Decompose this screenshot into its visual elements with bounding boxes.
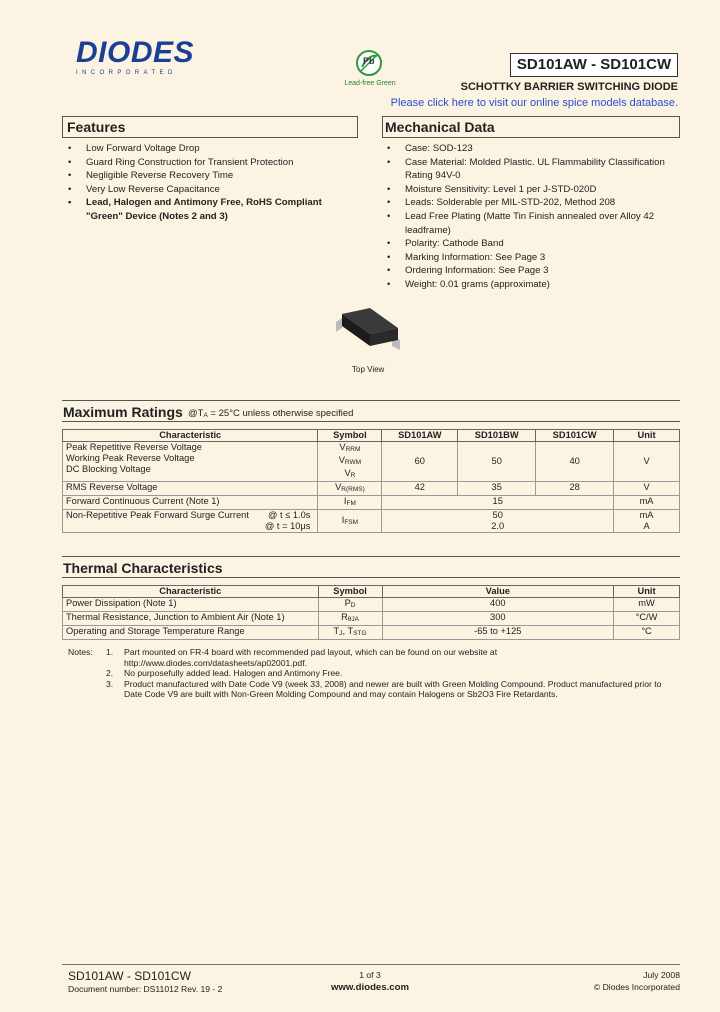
row-value: 400 [382, 598, 614, 612]
value-line: 50 [492, 510, 503, 520]
spice-models-link[interactable]: Please click here to visit our online spice models database. [390, 97, 678, 109]
feature-item: • Negligible Reverse Recovery Time [64, 169, 354, 183]
logo-subtext: INCORPORATED [76, 70, 177, 76]
symbol-sub: RWM [344, 459, 362, 466]
symbol-base: R [341, 612, 348, 622]
char-line [66, 510, 314, 521]
row-unit: °C/W [614, 612, 680, 626]
row-characteristic: Operating and Storage Temperature Range [63, 626, 319, 640]
lead-free-label: Lead-free Green [344, 80, 396, 87]
notes-list [96, 647, 680, 700]
symbol-sub: R [350, 472, 356, 479]
row-symbol [318, 598, 382, 612]
footer-website-link[interactable]: www.diodes.com [330, 982, 409, 993]
mechanical-list [383, 142, 675, 292]
footer-page-number: 1 of 3 [359, 970, 381, 980]
symbol-base: V [339, 442, 346, 452]
product-subtitle: SCHOTTKY BARRIER SWITCHING DIODE [460, 81, 678, 93]
note-number: 2. [106, 668, 114, 678]
row-symbol [318, 626, 382, 640]
symbol-base: P [344, 598, 351, 608]
unit-line: mA [639, 510, 654, 520]
footer-copyright: © Diodes Incorporated [593, 982, 680, 992]
note-item [96, 647, 680, 668]
row-symbol [318, 510, 382, 533]
footer-date: July 2008 [643, 970, 680, 980]
max-ratings-condition [188, 408, 353, 419]
features-title: Features [67, 119, 126, 135]
condition-prefix: @T [188, 408, 204, 419]
package-view-label: Top View [352, 365, 385, 374]
value-sd101cw: 40 [536, 442, 614, 482]
footer-divider [62, 964, 680, 965]
table-row [63, 612, 680, 626]
col-characteristic: Characteristic [63, 430, 318, 442]
max-ratings-table [62, 429, 680, 533]
value-sd101aw: 60 [382, 442, 458, 482]
symbol-line [321, 455, 378, 468]
part-number-title: SD101AW - SD101CW [510, 53, 678, 77]
features-list [64, 142, 354, 224]
symbol-sub: FM [346, 500, 356, 507]
row-characteristic [63, 442, 318, 482]
thermal-header-box [62, 556, 680, 578]
condition-sub: A [203, 412, 208, 419]
table-row [63, 598, 680, 612]
symbol-base: V [335, 482, 342, 492]
thermal-title: Thermal Characteristics [63, 560, 223, 576]
mechanical-item: • Case: SOD-123 [383, 142, 675, 156]
col-unit: Unit [614, 586, 680, 598]
value-all [382, 510, 614, 533]
note-text: No purposefully added lead. Halogen and Antimony Free. [124, 668, 343, 678]
row-characteristic: RMS Reverse Voltage [63, 482, 318, 496]
max-ratings-title: Maximum Ratings [63, 404, 183, 420]
symbol-sub: R(RMS) [341, 486, 365, 493]
condition-1: @ t ≤ 1.0s [267, 510, 311, 520]
mechanical-item: • Ordering Information: See Page 3 [383, 264, 675, 278]
unit-line: A [643, 521, 650, 531]
mechanical-item: • Moisture Sensitivity: Level 1 per J-STD-020D [383, 183, 675, 197]
row-characteristic: Power Dissipation (Note 1) [63, 598, 319, 612]
lead-free-badge-icon [356, 50, 382, 76]
table-row [63, 626, 680, 640]
row-unit: mW [614, 598, 680, 612]
table-row [63, 442, 680, 482]
symbol-line [321, 442, 378, 455]
col-symbol: Symbol [318, 430, 382, 442]
table-header-row [63, 586, 680, 598]
symbol-base: I [343, 496, 347, 506]
col-value: Value [382, 586, 614, 598]
mechanical-item: • Marking Information: See Page 3 [383, 251, 675, 265]
note-item [96, 679, 680, 700]
condition-suffix: = 25°C unless otherwise specified [207, 408, 354, 419]
diodes-logo [76, 38, 204, 78]
value-sd101aw: 42 [382, 482, 458, 496]
mechanical-item: • Weight: 0.01 grams (approximate) [383, 278, 675, 292]
value-unit: mA [614, 496, 680, 510]
feature-item: • Very Low Reverse Capacitance [64, 183, 354, 197]
row-symbol [318, 482, 382, 496]
table-header-row [63, 430, 680, 442]
table-row [63, 482, 680, 496]
row-characteristic: Forward Continuous Current (Note 1) [63, 496, 318, 510]
thermal-table [62, 585, 680, 640]
value-unit: V [614, 442, 680, 482]
notes-label: Notes: [68, 647, 93, 657]
value-line: 2.0 [491, 521, 505, 531]
symbol-sep: , T [342, 626, 354, 636]
value-unit [614, 510, 680, 533]
logo-text: DIODES [76, 36, 195, 69]
col-unit: Unit [614, 430, 680, 442]
mechanical-title: Mechanical Data [385, 119, 495, 135]
table-row [63, 510, 680, 533]
mechanical-item: • Polarity: Cathode Band [383, 237, 675, 251]
col-sd101bw: SD101BW [458, 430, 536, 442]
col-sd101cw: SD101CW [536, 430, 614, 442]
note-item [96, 668, 680, 679]
value-unit: V [614, 482, 680, 496]
table-row [63, 496, 680, 510]
col-symbol: Symbol [318, 586, 382, 598]
char-line: DC Blocking Voltage [66, 464, 151, 474]
max-ratings-header-box [62, 400, 680, 422]
symbol-sub: J [339, 630, 343, 637]
note-number: 1. [106, 647, 114, 657]
note-number: 3. [106, 678, 114, 689]
row-symbol [318, 496, 382, 510]
mechanical-item: • Leads: Solderable per MIL-STD-202, Method 208 [383, 196, 675, 210]
symbol-base: I [341, 514, 345, 525]
row-value: -65 to +125 [382, 626, 614, 640]
features-header-box [62, 116, 358, 138]
row-characteristic [63, 510, 318, 533]
symbol-base: V [344, 468, 351, 478]
footer-part-number: SD101AW - SD101CW [68, 969, 191, 983]
mechanical-item: • Lead Free Plating (Matte Tin Finish annealed over Alloy 42 leadframe) [383, 210, 675, 237]
pb-symbol: Pb [363, 56, 375, 66]
note-text: Part mounted on FR-4 board with recommended pad layout, which can be found on our website at http://www.diodes.com/datasheets/ap02001.pdf. [124, 647, 498, 668]
condition-2: @ t = 10μs [264, 521, 311, 531]
value-all: 15 [382, 496, 614, 510]
symbol-sub: θJA [347, 616, 359, 623]
feature-item: • Guard Ring Construction for Transient Protection [64, 156, 354, 170]
symbol-sub: D [350, 602, 356, 609]
row-characteristic: Thermal Resistance, Junction to Ambient Air (Note 1) [63, 612, 319, 626]
row-unit: °C [614, 626, 680, 640]
char-line: Working Peak Reverse Voltage [66, 453, 195, 463]
symbol-sub: FSM [344, 518, 359, 526]
note-text: Product manufactured with Date Code V9 (week 33, 2008) and newer are built with Green Molding Compound. Product manufactured prior to Date Code V9 are built with Non-Green Molding Compound and may contain Halogens or Sb2O3 Fire Retardants. [124, 678, 662, 699]
char-text: Non-Repetitive Peak Forward Surge Current [66, 510, 249, 520]
char-line: Peak Repetitive Reverse Voltage [66, 442, 202, 452]
symbol-base: T [333, 626, 340, 636]
symbol-line [321, 468, 378, 481]
value-sd101bw: 50 [458, 442, 536, 482]
value-sd101bw: 35 [458, 482, 536, 496]
row-symbol [318, 442, 382, 482]
footer-document-number: Document number: DS11012 Rev. 19 - 2 [68, 984, 223, 994]
col-characteristic: Characteristic [63, 586, 319, 598]
feature-item: • Low Forward Voltage Drop [64, 142, 354, 156]
mechanical-item: • Case Material: Molded Plastic. UL Flammability Classification Rating 94V-0 [383, 156, 675, 183]
row-value: 300 [382, 612, 614, 626]
symbol-base: V [338, 455, 345, 465]
mechanical-header-box [382, 116, 680, 138]
symbol-sub: RRM [345, 446, 361, 453]
col-sd101aw: SD101AW [382, 430, 458, 442]
value-sd101cw: 28 [536, 482, 614, 496]
feature-item: • Lead, Halogen and Antimony Free, RoHS Compliant "Green" Device (Notes 2 and 3) [64, 196, 354, 223]
sod123-package-image [330, 300, 410, 360]
row-symbol [318, 612, 382, 626]
symbol-sub: STG [353, 630, 367, 637]
